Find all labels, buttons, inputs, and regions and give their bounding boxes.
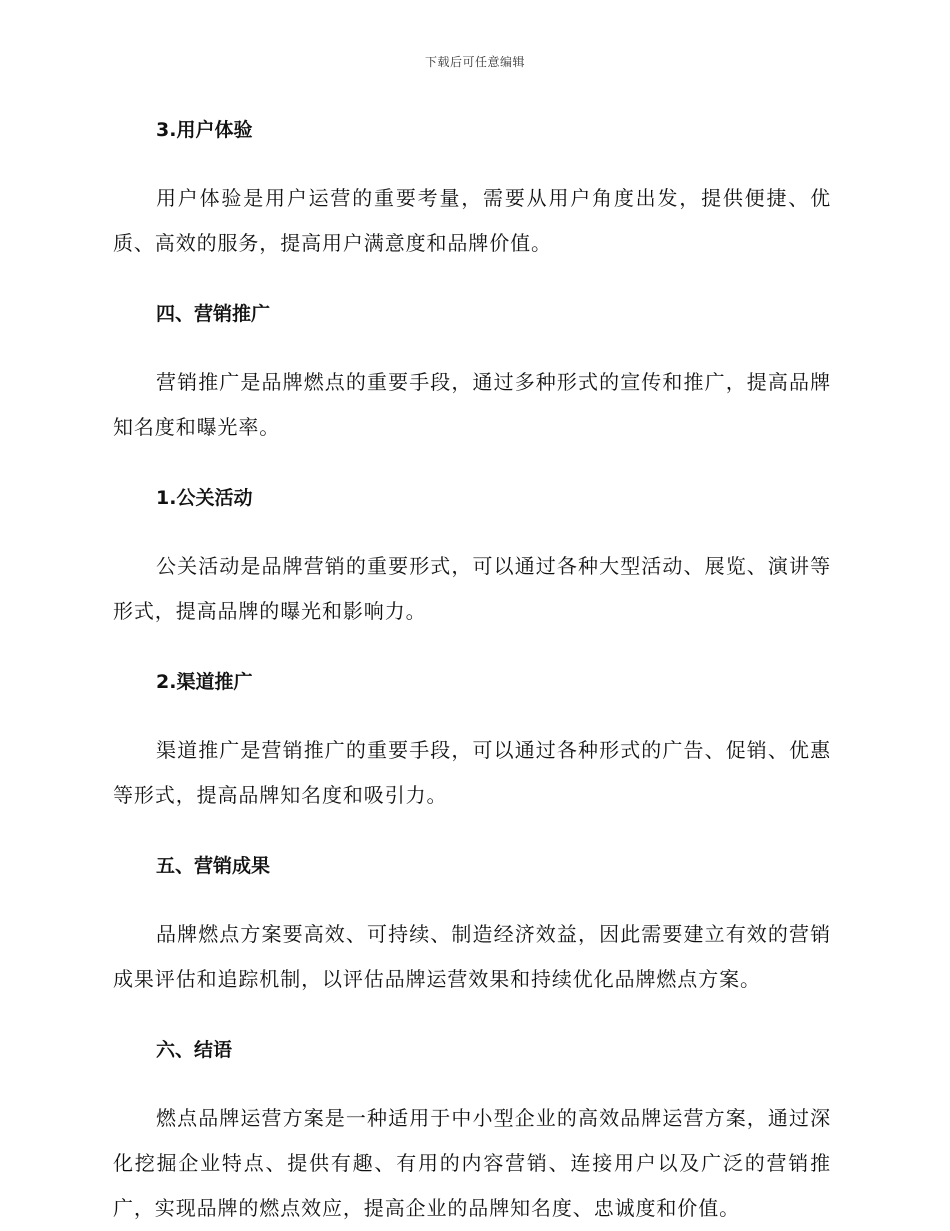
paragraph-pr-activities: 公关活动是品牌营销的重要形式，可以通过各种大型活动、展览、演讲等形式，提高品牌的曝光和影响力。 bbox=[113, 554, 831, 623]
paragraph-marketing-results: 品牌燃点方案要高效、可持续、制造经济效益，因此需要建立有效的营销成果评估和追踪机制，以评估品牌运营效果和持续优化品牌燃点方案。 bbox=[113, 922, 831, 991]
section-heading-marketing-results: 五、营销成果 bbox=[156, 855, 271, 877]
header-note: 下载后可任意编辑 bbox=[424, 55, 525, 69]
section-heading-pr-activities: 1.公关活动 bbox=[156, 487, 253, 509]
document-body bbox=[113, 108, 831, 1231]
paragraph-channel-promotion: 渠道推广是营销推广的重要手段，可以通过各种形式的广告、促销、优惠等形式，提高品牌知名度和吸引力。 bbox=[113, 738, 831, 807]
section-heading-conclusion: 六、结语 bbox=[156, 1039, 233, 1061]
section-heading-marketing-promotion: 四、营销推广 bbox=[156, 303, 271, 325]
paragraph-conclusion: 燃点品牌运营方案是一种适用于中小型企业的高效品牌运营方案，通过深化挖掘企业特点、提供有趣、有用的内容营销、连接用户以及广泛的营销推广，实现品牌的燃点效应，提高企业的品牌知名度、忠诚度和价值。 bbox=[113, 1106, 831, 1220]
section-heading-channel-promotion: 2.渠道推广 bbox=[156, 671, 253, 693]
paragraph-marketing-promotion: 营销推广是品牌燃点的重要手段，通过多种形式的宣传和推广，提高品牌知名度和曝光率。 bbox=[113, 370, 831, 439]
section-heading-user-experience: 3.用户体验 bbox=[156, 119, 253, 141]
paragraph-user-experience: 用户体验是用户运营的重要考量，需要从用户角度出发，提供便捷、优质、高效的服务，提高用户满意度和品牌价值。 bbox=[113, 186, 831, 255]
